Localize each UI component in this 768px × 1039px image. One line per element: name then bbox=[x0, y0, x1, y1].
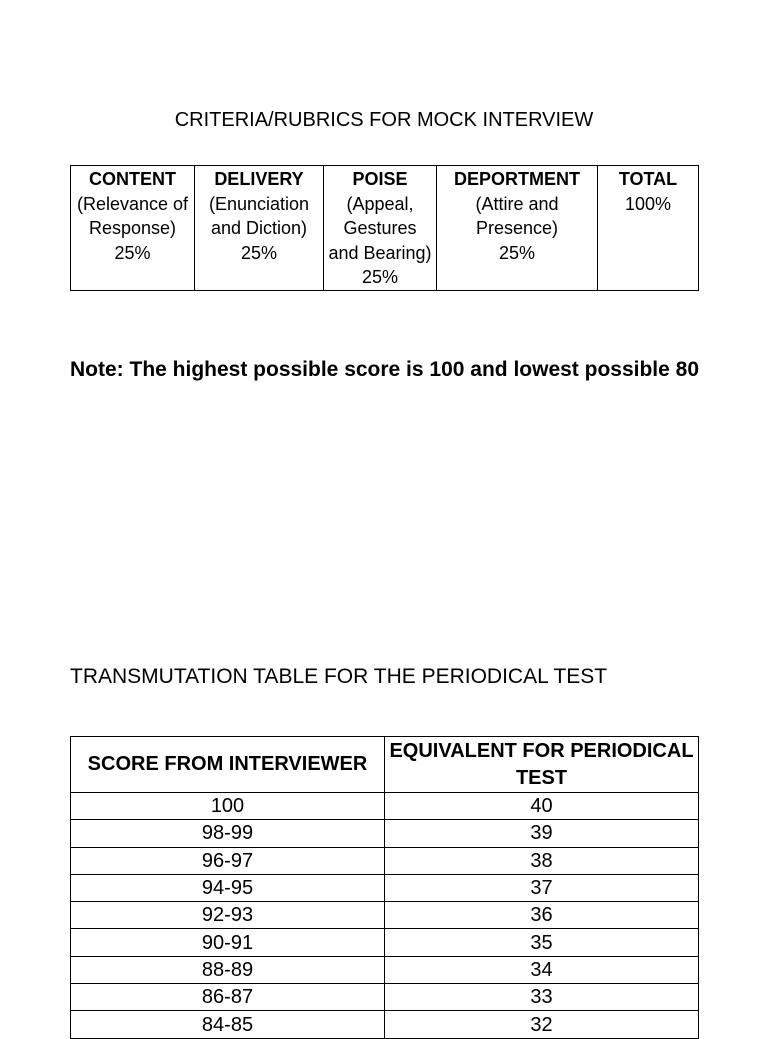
equivalent-cell: 34 bbox=[385, 956, 699, 983]
table-header-row bbox=[71, 737, 699, 793]
criteria-weight: 25% bbox=[498, 242, 536, 263]
transmutation-title: TRANSMUTATION TABLE FOR THE PERIODICAL TEST bbox=[70, 665, 608, 688]
equivalent-cell: 33 bbox=[385, 984, 699, 1011]
criteria-desc: (Attire and Presence) bbox=[475, 193, 559, 238]
score-cell: 92-93 bbox=[71, 902, 385, 929]
score-cell: 96-97 bbox=[71, 847, 385, 874]
table-row bbox=[71, 929, 699, 956]
transmutation-body bbox=[71, 793, 699, 1039]
table-row bbox=[71, 793, 699, 820]
criteria-head: CONTENT bbox=[89, 169, 176, 189]
criteria-head: POISE bbox=[352, 169, 408, 189]
criteria-desc: (Enunciation and Diction) bbox=[208, 193, 310, 238]
criteria-weight: 100% bbox=[624, 193, 672, 214]
score-cell: 88-89 bbox=[71, 956, 385, 983]
criteria-weight: 25% bbox=[361, 267, 399, 287]
criteria-head: TOTAL bbox=[618, 169, 678, 189]
score-cell: 84-85 bbox=[71, 1011, 385, 1038]
criteria-desc: (Relevance of Response) bbox=[76, 193, 189, 238]
criteria-cell-content bbox=[71, 166, 195, 291]
criteria-weight: 25% bbox=[240, 242, 278, 263]
table-row bbox=[71, 820, 699, 847]
criteria-cell-deportment bbox=[437, 166, 598, 291]
criteria-weight: 25% bbox=[114, 242, 151, 263]
score-note: Note: The highest possible score is 100 and lowest possible 80 bbox=[70, 358, 700, 381]
equivalent-cell: 36 bbox=[385, 902, 699, 929]
score-cell: 94-95 bbox=[71, 874, 385, 901]
criteria-cell-poise bbox=[324, 166, 437, 291]
criteria-title: CRITERIA/RUBRICS FOR MOCK INTERVIEW bbox=[174, 109, 594, 131]
equivalent-cell: 37 bbox=[385, 874, 699, 901]
table-row bbox=[71, 984, 699, 1011]
criteria-row bbox=[71, 166, 699, 291]
criteria-table bbox=[70, 165, 699, 291]
equivalent-cell: 38 bbox=[385, 847, 699, 874]
equivalent-cell: 35 bbox=[385, 929, 699, 956]
table-row bbox=[71, 847, 699, 874]
transmutation-table bbox=[70, 736, 699, 1039]
score-cell: 86-87 bbox=[71, 984, 385, 1011]
score-cell: 90-91 bbox=[71, 929, 385, 956]
equivalent-cell: 39 bbox=[385, 820, 699, 847]
criteria-head: DEPORTMENT bbox=[454, 169, 580, 189]
equivalent-cell: 32 bbox=[385, 1011, 699, 1038]
criteria-cell-total bbox=[598, 166, 699, 291]
table-row bbox=[71, 1011, 699, 1038]
score-cell: 98-99 bbox=[71, 820, 385, 847]
column-header-score: SCORE FROM INTERVIEWER bbox=[71, 737, 385, 793]
equivalent-cell: 40 bbox=[385, 793, 699, 820]
column-header-equivalent: EQUIVALENT FOR PERIODICAL TEST bbox=[385, 737, 699, 793]
score-cell: 100 bbox=[71, 793, 385, 820]
table-row bbox=[71, 956, 699, 983]
criteria-cell-delivery bbox=[195, 166, 324, 291]
table-row bbox=[71, 902, 699, 929]
table-row bbox=[71, 874, 699, 901]
criteria-desc: (Appeal, Gestures and Bearing) bbox=[328, 193, 432, 263]
criteria-head: DELIVERY bbox=[214, 169, 304, 189]
